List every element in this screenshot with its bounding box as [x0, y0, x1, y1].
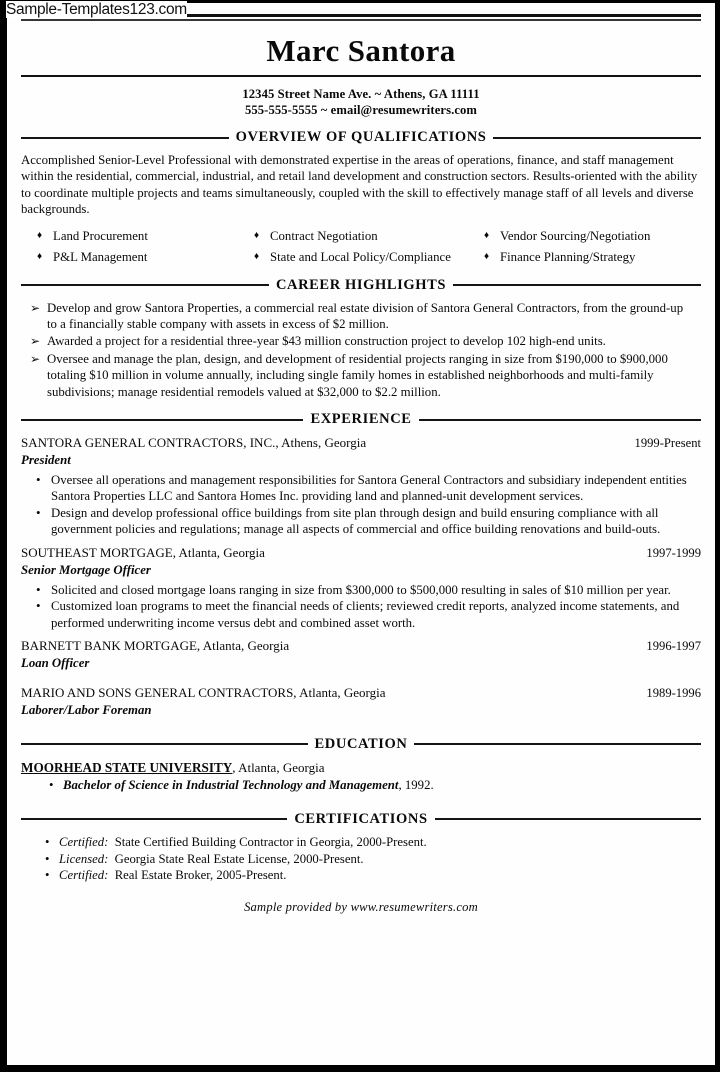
diamond-bullet-icon: ♦: [253, 250, 260, 262]
dot-bullet-icon: •: [36, 581, 41, 597]
section-title: OVERVIEW OF QUALIFICATIONS: [235, 129, 487, 145]
degree-name: Bachelor of Science in Industrial Technology and Management: [63, 777, 399, 792]
footer-credit: Sample provided by www.resumewriters.com: [244, 899, 478, 914]
highlight-text: Develop and grow Santora Properties, a commercial real estate division of Santora General Contractors, from the ground-up to a financially stable company with assets in excess of $2 million.: [47, 300, 684, 332]
skill-label: State and Local Policy/Compliance: [269, 249, 451, 264]
diamond-bullet-icon: ♦: [253, 229, 260, 241]
certification-line: [59, 834, 427, 851]
skill-label: P&L Management: [53, 249, 148, 264]
dot-bullet-icon: •: [45, 834, 50, 849]
job-title: Loan Officer: [21, 655, 90, 670]
diamond-bullet-icon: ♦: [37, 229, 43, 241]
employer-name: SANTORA GENERAL CONTRACTORS, INC., Athens, Georgia: [21, 435, 367, 451]
degree-year: , 1992.: [398, 777, 434, 792]
section-header-career-highlights: [21, 277, 701, 294]
list-item: [21, 351, 701, 400]
dot-bullet-icon: •: [36, 598, 41, 614]
list-item: [21, 598, 701, 631]
contact-address: 12345 Street Name Ave. ~ Athens, GA 11111: [242, 87, 480, 101]
rule-right: [493, 137, 701, 139]
experience-entry-header: [21, 637, 701, 655]
experience-entry-header: [21, 434, 701, 452]
skill-label: Contract Negotiation: [269, 228, 378, 243]
list-item: [21, 472, 701, 505]
job-responsibilities: [21, 472, 701, 538]
responsibility-text: Oversee all operations and management responsibilities for Santora General Contractors and subsidiary independent entities Santora Properties LLC and Santora Homes Inc. providing land and planned-unit development services.: [51, 473, 687, 504]
rule-left: [21, 743, 308, 745]
employer-name: BARNETT BANK MORTGAGE, Atlanta, Georgia: [21, 637, 290, 653]
certifications-list: [21, 834, 701, 884]
list-item: [37, 227, 254, 245]
list-item: [21, 582, 701, 598]
employment-dates: 1996-1997: [646, 638, 701, 653]
experience-entry-header: [21, 544, 701, 562]
arrow-bullet-icon: ➢: [30, 334, 41, 349]
contact-phone-email: 555-555-5555 ~ email@resumewriters.com: [244, 103, 477, 117]
certification-text: Georgia State Real Estate License, 2000-Present.: [114, 851, 364, 866]
list-item: [21, 300, 701, 333]
degree-line: [63, 777, 434, 794]
responsibility-text: Design and develop professional office buildings from site plan through design and build ensuring compliance with all government policies and regulations; manage all aspects of commercial and office building renovations and build-outs.: [51, 505, 661, 537]
employer-name: SOUTHEAST MORTGAGE, Atlanta, Georgia: [21, 544, 265, 560]
page-title: Marc Santora: [266, 33, 456, 68]
skill-label: Land Procurement: [53, 228, 148, 243]
rule-right: [435, 818, 701, 820]
section-title: CERTIFICATIONS: [294, 810, 428, 827]
employer-name: MARIO AND SONS GENERAL CONTRACTORS, Atlanta, Georgia: [21, 684, 386, 700]
list-item: [254, 248, 484, 266]
list-item: [21, 834, 701, 851]
header-top-rule-secondary: [21, 19, 701, 21]
site-watermark: Sample-Templates123.com: [6, 1, 187, 18]
section-header-certifications: [21, 811, 701, 828]
diamond-bullet-icon: ♦: [37, 250, 43, 262]
job-title: President: [21, 453, 71, 468]
certification-kind: Certified:: [59, 834, 109, 849]
rule-right: [414, 743, 701, 745]
section-title: CAREER HIGHLIGHTS: [275, 276, 447, 293]
section-title: EDUCATION: [314, 735, 408, 752]
list-item: [21, 505, 701, 538]
employment-dates: 1999-Present: [634, 436, 701, 451]
highlight-text: Awarded a project for a residential three-year $43 million construction project to develop 102 high-end units.: [47, 334, 606, 349]
experience-entry: [21, 637, 701, 671]
job-responsibilities: [21, 582, 701, 631]
section-header-experience: [21, 411, 701, 428]
experience-entry: [21, 544, 701, 631]
employment-dates: 1997-1999: [646, 545, 701, 560]
list-item: [37, 248, 254, 266]
highlight-text: Oversee and manage the plan, design, and development of residential projects ranging in size from $190,000 to $900,000 totaling $10 million in volume annually, including single family homes in established neighborhoods and multi-family subdivisions; manage residential remodels valued at $32,000 to $2.2 million.: [47, 351, 668, 399]
section-header-education: [21, 736, 701, 753]
skills-grid: [21, 227, 701, 266]
dot-bullet-icon: •: [45, 868, 50, 883]
dot-bullet-icon: •: [36, 504, 41, 520]
certification-line: [59, 851, 364, 868]
rule-right: [419, 419, 701, 421]
rule-right: [453, 284, 701, 286]
responsibility-text: Solicited and closed mortgage loans ranging in size from $300,000 to $500,000 resulting in sales of $10 million per year.: [51, 582, 671, 597]
list-item: [21, 777, 701, 794]
job-title: Senior Mortgage Officer: [21, 562, 151, 577]
dot-bullet-icon: •: [36, 472, 41, 488]
responsibility-text: Customized loan programs to meet the financial needs of clients; reviewed credit reports, analyzed income statements, and performed underwriting income versus debt and combined asset worth.: [51, 599, 680, 630]
dot-bullet-icon: •: [49, 777, 54, 792]
diamond-bullet-icon: ♦: [484, 250, 490, 262]
list-item: [21, 851, 701, 868]
skill-label: Vendor Sourcing/Negotiation: [500, 228, 651, 243]
employment-dates: 1989-1996: [646, 685, 701, 700]
experience-entry-header: [21, 684, 701, 702]
certification-kind: Licensed:: [59, 851, 109, 866]
school-name: MOORHEAD STATE UNIVERSITY: [21, 759, 233, 775]
job-title: Laborer/Labor Foreman: [21, 702, 152, 717]
list-item: [484, 227, 701, 245]
rule-left: [21, 137, 229, 139]
certification-line: [59, 867, 286, 884]
arrow-bullet-icon: ➢: [30, 300, 41, 315]
list-item: [21, 867, 701, 884]
section-header-overview: [21, 129, 701, 146]
education-entry: [21, 759, 701, 776]
rule-left: [21, 818, 287, 820]
dot-bullet-icon: •: [45, 851, 50, 866]
rule-left: [21, 284, 269, 286]
section-title: EXPERIENCE: [310, 411, 412, 428]
rule-left: [21, 419, 303, 421]
skill-label: Finance Planning/Strategy: [500, 249, 636, 264]
certification-kind: Certified:: [59, 868, 109, 883]
name-underline-rule: [21, 75, 701, 77]
list-item: [21, 333, 701, 349]
experience-entry: [21, 434, 701, 538]
certification-text: Real Estate Broker, 2005-Present.: [114, 868, 287, 883]
resume-sheet: [7, 3, 715, 1065]
diamond-bullet-icon: ♦: [484, 229, 490, 241]
school-location: , Atlanta, Georgia: [232, 759, 325, 775]
list-item: [484, 248, 701, 266]
list-item: [254, 227, 484, 245]
arrow-bullet-icon: ➢: [30, 351, 41, 366]
overview-summary: Accomplished Senior-Level Professional with demonstrated expertise in the areas of operations, finance, and staff management within the residential, commercial, industrial, and retail land development and construction sectors. Results-oriented with the ability to coordinate multiple projects and teams simultaneously, coupled with the skill to effectively manage staff of all levels and diverse backgrounds.: [21, 153, 698, 217]
experience-entry: [21, 684, 701, 718]
career-highlights-list: [21, 300, 701, 400]
certification-text: State Certified Building Contractor in Georgia, 2000-Present.: [114, 834, 427, 849]
